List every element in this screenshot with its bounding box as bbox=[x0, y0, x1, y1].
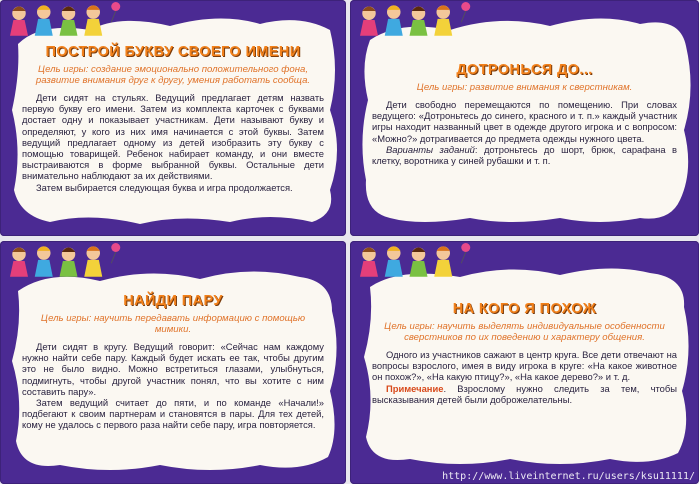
card-body bbox=[372, 99, 677, 166]
variants-label: Варианты заданий bbox=[386, 143, 475, 155]
card-goal: Цель игры: научить передавать информацию с помощью мимики. bbox=[40, 313, 306, 335]
card-paragraph: Дети сидят в кругу. Ведущий говорит: «Сейчас нам каждому нужно найти себе пару. Каждый будет искать ее так, чтобы другим это не было видно. Можно встретиться глазами, улыбнуться, подмигнуть, чтобы другой участник понял, что вы хотите с ним составить пару». bbox=[22, 341, 324, 397]
card-body bbox=[22, 341, 324, 431]
kids-illustration bbox=[354, 2, 474, 38]
card-variants bbox=[372, 144, 677, 166]
card-note bbox=[372, 383, 677, 405]
note-label: Примечание bbox=[386, 382, 444, 394]
kids-illustration bbox=[4, 243, 124, 279]
variants-text: : дотроньтесь до шорт, брюк, сарафана в клетку, воротника у синей рубашки и т. п. bbox=[372, 143, 678, 167]
card-title: НАЙДИ ПАРУ bbox=[123, 293, 223, 309]
card-paragraph: Дети сидят на стульях. Ведущий предлагает детям назвать первую букву его имени. Затем из комплекта карточек с буквами достает одну и показывает участникам. Дети называют букву и определяют, у кого из них имя начинается с этой буквы. Затем ведущий предлагает одному из детей изобразить эту букву с помощью товарищей. Ребенок набирает команду, и они вместе выстраиваются в форме выбранной буквы. Остальные дети внимательно наблюдают за их действиями. bbox=[22, 92, 324, 182]
card-paragraph: Затем выбирается следующая буква и игра продолжается. bbox=[36, 181, 293, 193]
card-goal: Цель игры: развитие внимания к сверстникам. bbox=[416, 82, 633, 93]
card-content bbox=[372, 301, 677, 405]
card-body bbox=[22, 92, 324, 193]
game-card-4 bbox=[350, 241, 699, 484]
card-title: ПОСТРОЙ БУКВУ СВОЕГО ИМЕНИ bbox=[45, 44, 301, 60]
card-goal: Цель игры: научить выделять индивидуальные особенности сверстников по их поведению и характеру общения. bbox=[384, 321, 665, 343]
card-title: НА КОГО Я ПОХОЖ bbox=[452, 301, 597, 317]
note-text: . Взрослому нужно следить за тем, чтобы высказывания детей были доброжелательны. bbox=[372, 382, 677, 405]
card-content bbox=[22, 293, 324, 431]
card-paragraph: Одного из участников сажают в центр круга. Все дети отвечают на вопросы взрослого, имея в виду игрока в круге: «На какое животное он похож?», «На какую птицу?», «На какое дерево?» и т. д. bbox=[372, 349, 677, 383]
kids-illustration bbox=[354, 243, 474, 279]
watermark-url: http://www.liveinternet.ru/users/ksu11111/ bbox=[442, 471, 695, 482]
kids-illustration bbox=[4, 2, 124, 38]
card-paragraph: Затем ведущий считает до пяти, и по команде «Начали!» подбегают к своим партнерам и становятся в пары. Для тех детей, кому не удалось с первого раза найти себе пару, игра повторяется. bbox=[22, 397, 324, 431]
card-paragraph: Дети свободно перемещаются по помещению. При словах ведущего: «Дотроньтесь до синего, красного и т. п.» каждый участник игры находит названный цвет в одежде другого игрока и с вопросом: «Можно?» дотрагивается до предмета одежды нужного цвета. bbox=[372, 99, 677, 144]
card-title: ДОТРОНЬСЯ ДО... bbox=[456, 62, 593, 78]
card-goal: Цель игры: создание эмоционально положительного фона, развитие внимания друг к другу, умения работать сообща. bbox=[35, 64, 311, 86]
game-card-3 bbox=[0, 241, 346, 484]
card-content bbox=[372, 62, 677, 166]
game-card-1 bbox=[0, 0, 346, 236]
game-card-2 bbox=[350, 0, 699, 236]
card-body bbox=[372, 349, 677, 405]
card-content bbox=[22, 44, 324, 193]
